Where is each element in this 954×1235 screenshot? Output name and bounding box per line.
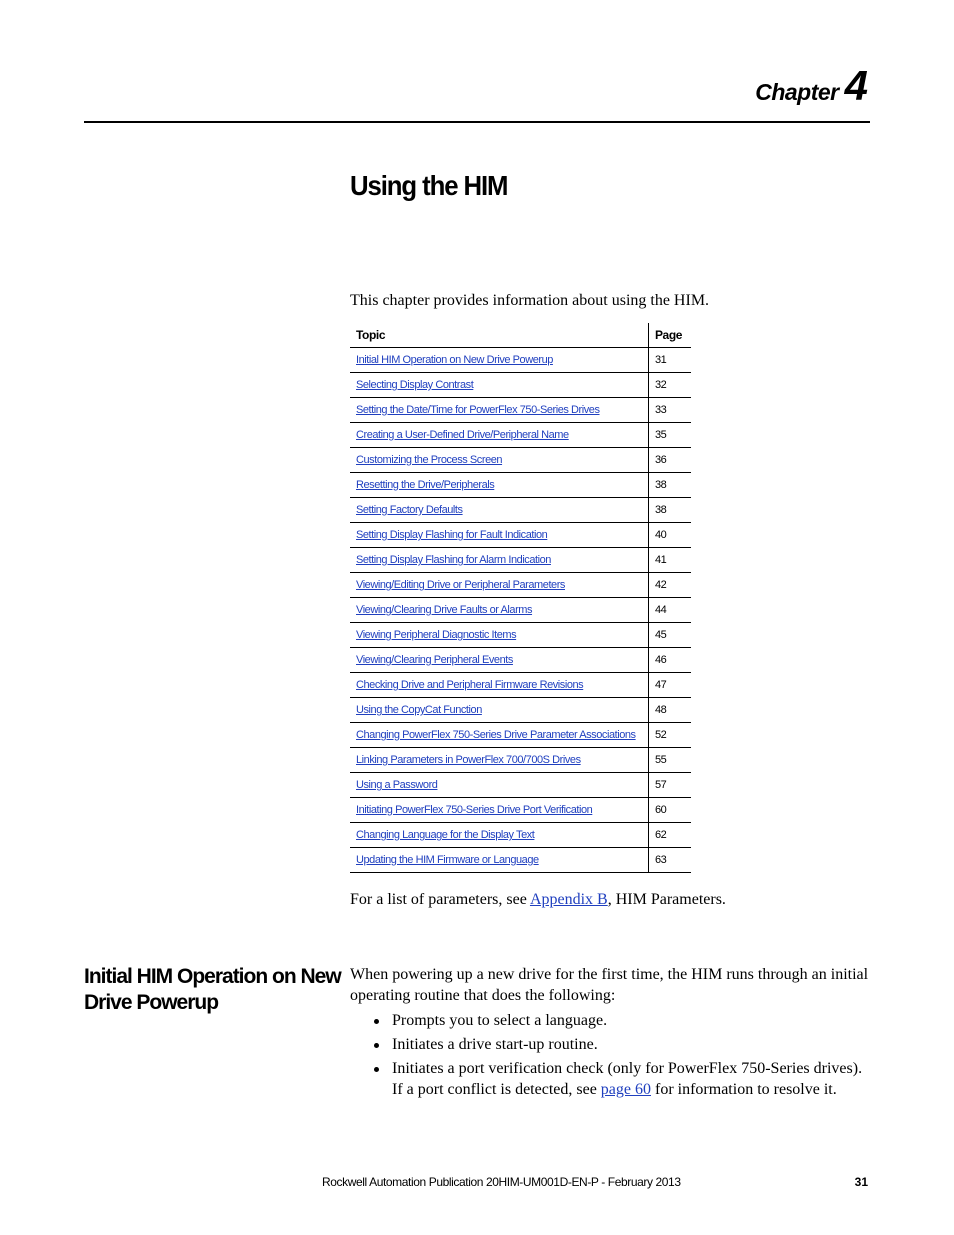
- page-cell: 52: [648, 723, 691, 748]
- topic-cell: [350, 573, 648, 598]
- table-row: [350, 473, 691, 498]
- topic-cell: [350, 598, 648, 623]
- table-row: [350, 823, 691, 848]
- bullet-icon: [374, 1067, 379, 1072]
- topic-link[interactable]: Viewing/Clearing Peripheral Events: [356, 654, 513, 666]
- chapter-word: Chapter: [755, 79, 839, 105]
- page-cell: 31: [648, 348, 691, 373]
- table-row: [350, 598, 691, 623]
- bullet-item: [350, 1010, 870, 1031]
- appendix-b-link[interactable]: Appendix B: [529, 891, 608, 908]
- table-row: [350, 373, 691, 398]
- topic-link[interactable]: Setting Factory Defaults: [356, 504, 463, 516]
- topic-cell: [350, 673, 648, 698]
- topic-link[interactable]: Resetting the Drive/Peripherals: [356, 479, 495, 491]
- page-cell: 60: [648, 798, 691, 823]
- page-cell: 45: [648, 623, 691, 648]
- page-title: Using the HIM: [350, 170, 508, 201]
- bullet-icon: [374, 1019, 379, 1024]
- topic-cell: [350, 348, 648, 373]
- bullet-text: Initiates a port verification check (only for PowerFlex 750-Series drives). If a port conflict is detected, see: [392, 1060, 863, 1098]
- table-row: [350, 498, 691, 523]
- chapter-label: [755, 62, 868, 110]
- topic-link[interactable]: Checking Drive and Peripheral Firmware Revisions: [356, 679, 584, 691]
- table-row: [350, 798, 691, 823]
- page-cell: 36: [648, 448, 691, 473]
- page-cell: 38: [648, 498, 691, 523]
- page-60-link[interactable]: page 60: [600, 1081, 651, 1098]
- table-row: [350, 348, 691, 373]
- page-cell: 62: [648, 823, 691, 848]
- page-cell: 38: [648, 473, 691, 498]
- topic-cell: [350, 423, 648, 448]
- topic-cell: [350, 498, 648, 523]
- table-row: [350, 398, 691, 423]
- parameters-note-text: For a list of parameters, see: [350, 891, 530, 908]
- topic-link[interactable]: Linking Parameters in PowerFlex 700/700S Drives: [356, 754, 581, 766]
- page-cell: 40: [648, 523, 691, 548]
- table-row: [350, 648, 691, 673]
- bullet-text: Prompts you to select a language.: [392, 1012, 608, 1029]
- table-row: [350, 748, 691, 773]
- page-cell: 41: [648, 548, 691, 573]
- column-header-page: Page: [648, 323, 691, 348]
- chapter-number: 4: [844, 62, 868, 109]
- section-intro: When powering up a new drive for the first time, the HIM runs through an initial operating routine that does the following:: [350, 966, 869, 1004]
- table-row: [350, 773, 691, 798]
- topic-cell: [350, 823, 648, 848]
- topic-cell: [350, 373, 648, 398]
- topic-cell: [350, 548, 648, 573]
- page-cell: 48: [648, 698, 691, 723]
- table-row: [350, 673, 691, 698]
- page-cell: 46: [648, 648, 691, 673]
- bullet-text: Initiates a drive start-up routine.: [392, 1036, 598, 1053]
- topic-link[interactable]: Updating the HIM Firmware or Language: [356, 854, 539, 866]
- table-row: [350, 698, 691, 723]
- bullet-item: [350, 1058, 870, 1100]
- page-cell: 33: [648, 398, 691, 423]
- table-row: [350, 523, 691, 548]
- page-cell: 32: [648, 373, 691, 398]
- parameters-note-suffix: , HIM Parameters.: [607, 891, 726, 908]
- table-header-row: [350, 323, 691, 348]
- topic-link[interactable]: Creating a User-Defined Drive/Peripheral Name: [356, 429, 569, 441]
- topic-cell: [350, 473, 648, 498]
- topic-cell: [350, 798, 648, 823]
- topic-link[interactable]: Setting Display Flashing for Fault Indication: [356, 529, 548, 541]
- table-row: [350, 723, 691, 748]
- topic-cell: [350, 648, 648, 673]
- topic-cell: [350, 448, 648, 473]
- table-row: [350, 848, 691, 873]
- section-heading: Initial HIM Operation on New Drive Powerup: [84, 965, 341, 1014]
- column-header-topic: Topic: [350, 323, 648, 348]
- topic-cell: [350, 398, 648, 423]
- section-body: [350, 964, 870, 1103]
- parameters-note: [350, 891, 726, 909]
- table-row: [350, 448, 691, 473]
- bullet-icon: [374, 1043, 379, 1048]
- footer-page-number: 31: [854, 1175, 868, 1189]
- topic-link[interactable]: Viewing/Editing Drive or Peripheral Parameters: [356, 579, 565, 591]
- topic-table: [350, 323, 691, 873]
- topic-link[interactable]: Using the CopyCat Function: [356, 704, 482, 716]
- topic-cell: [350, 523, 648, 548]
- topic-link[interactable]: Selecting Display Contrast: [356, 379, 474, 391]
- topic-cell: [350, 723, 648, 748]
- topic-link[interactable]: Viewing/Clearing Drive Faults or Alarms: [356, 604, 533, 616]
- bullet-text-suffix: for information to resolve it.: [651, 1081, 837, 1098]
- table-row: [350, 623, 691, 648]
- footer-publication: Rockwell Automation Publication 20HIM-UM001D-EN-P - February 2013: [322, 1175, 681, 1189]
- topic-cell: [350, 848, 648, 873]
- topic-link[interactable]: Setting the Date/Time for PowerFlex 750-Series Drives: [356, 404, 600, 416]
- bullet-list: [350, 1010, 870, 1100]
- topic-cell: [350, 748, 648, 773]
- page-cell: 44: [648, 598, 691, 623]
- topic-cell: [350, 623, 648, 648]
- page-cell: 35: [648, 423, 691, 448]
- page-cell: 42: [648, 573, 691, 598]
- topic-link[interactable]: Initiating PowerFlex 750-Series Drive Port Verification: [356, 804, 593, 816]
- table-row: [350, 423, 691, 448]
- topic-link[interactable]: Setting Display Flashing for Alarm Indication: [356, 554, 551, 566]
- chapter-intro: This chapter provides information about using the HIM.: [350, 292, 710, 309]
- table-row: [350, 573, 691, 598]
- page-cell: 55: [648, 748, 691, 773]
- topic-cell: [350, 773, 648, 798]
- page-cell: 63: [648, 848, 691, 873]
- chapter-divider: [84, 121, 870, 123]
- bullet-item: [350, 1034, 870, 1055]
- page-cell: 57: [648, 773, 691, 798]
- topic-link[interactable]: Changing Language for the Display Text: [356, 829, 535, 841]
- topic-link[interactable]: Viewing Peripheral Diagnostic Items: [356, 629, 517, 641]
- table-row: [350, 548, 691, 573]
- page-cell: 47: [648, 673, 691, 698]
- topic-link[interactable]: Changing PowerFlex 750-Series Drive Parameter Associations: [356, 729, 636, 741]
- topic-cell: [350, 698, 648, 723]
- topic-link[interactable]: Using a Password: [356, 779, 438, 791]
- topic-link[interactable]: Customizing the Process Screen: [356, 454, 503, 466]
- topic-link[interactable]: Initial HIM Operation on New Drive Powerup: [356, 354, 553, 366]
